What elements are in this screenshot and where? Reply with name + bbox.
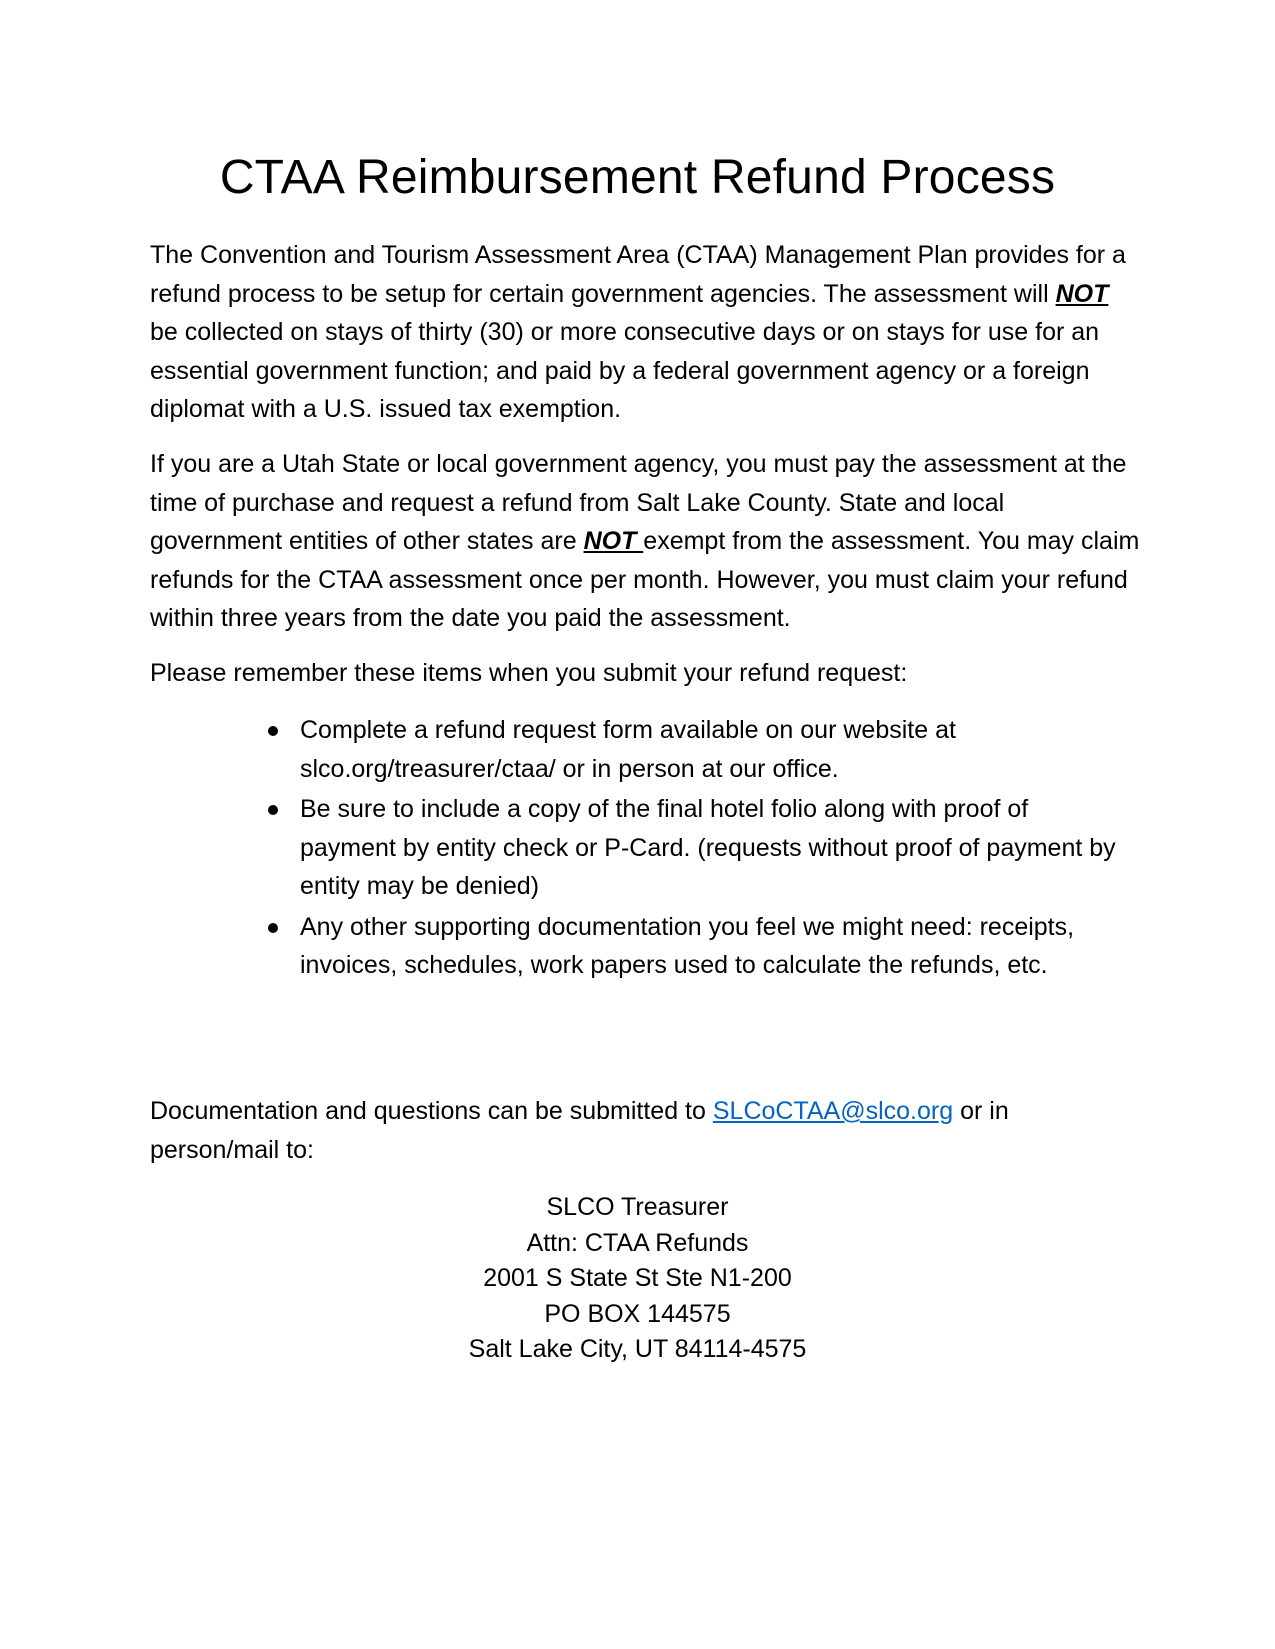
list-item-text: Complete a refund request form available on our website at slco.org/treasurer/ctaa/ or in person at our office.	[300, 716, 956, 783]
contact-text-start: Documentation and questions can be submitted to	[150, 1097, 713, 1125]
address-line-city: Salt Lake City, UT 84114-4575	[468, 1335, 807, 1363]
address-line-street: 2001 S State St Ste N1-200	[483, 1264, 792, 1292]
address-line-po-box: PO BOX 144575	[544, 1299, 731, 1328]
government-agency-paragraph	[150, 445, 1140, 638]
reminder-list	[300, 711, 1120, 987]
page-title: CTAA Reimbursement Refund Process	[219, 151, 1056, 204]
bullet-icon	[268, 923, 278, 933]
agency-not-emphasis: NOT	[583, 527, 644, 555]
intro-text-start: The Convention and Tourism Assessment Area (CTAA) Management Plan provides for a refund process to be setup for certain government agencies. The assessment will	[150, 241, 1126, 308]
list-item-text: Any other supporting documentation you feel we might need: receipts, invoices, schedules, work papers used to calculate the refunds, etc.	[300, 912, 1075, 979]
agency-text-end: exempt from the assessment. You may claim refunds for the CTAA assessment once per month. However, you must claim your refund within three years from the date you paid the assessment.	[150, 527, 1140, 632]
contact-paragraph	[150, 1092, 1140, 1169]
agency-text-start: If you are a Utah State or local government agency, you must pay the assessment at the time of purchase and request a refund from Salt Lake County. State and local government entities of other states are	[150, 450, 1127, 555]
list-item	[300, 711, 1120, 788]
bullet-icon	[268, 726, 278, 736]
intro-not-emphasis: NOT	[1055, 279, 1109, 308]
mailing-address	[0, 1190, 1275, 1368]
list-item	[300, 790, 1120, 906]
address-line-office: SLCO Treasurer	[546, 1193, 729, 1221]
intro-paragraph	[150, 236, 1140, 429]
intro-text-end: be collected on stays of thirty (30) or more consecutive days or on stays for use for an essential government function; and paid by a federal government agency or a foreign diplomat with a U.S. issued tax exemption.	[150, 318, 1100, 423]
list-item	[300, 908, 1120, 985]
list-item-text: Be sure to include a copy of the final hotel folio along with proof of payment by entity check or P-Card. (requests without proof of payment by entity may be denied)	[300, 795, 1116, 900]
email-link[interactable]: SLCoCTAA@slco.org	[712, 1097, 954, 1125]
contact-text-end: or in person/mail to:	[150, 1097, 1009, 1164]
bullet-icon	[268, 805, 278, 815]
reminder-intro: Please remember these items when you submit your refund request:	[150, 659, 908, 687]
address-line-attention: Attn: CTAA Refunds	[526, 1228, 749, 1257]
